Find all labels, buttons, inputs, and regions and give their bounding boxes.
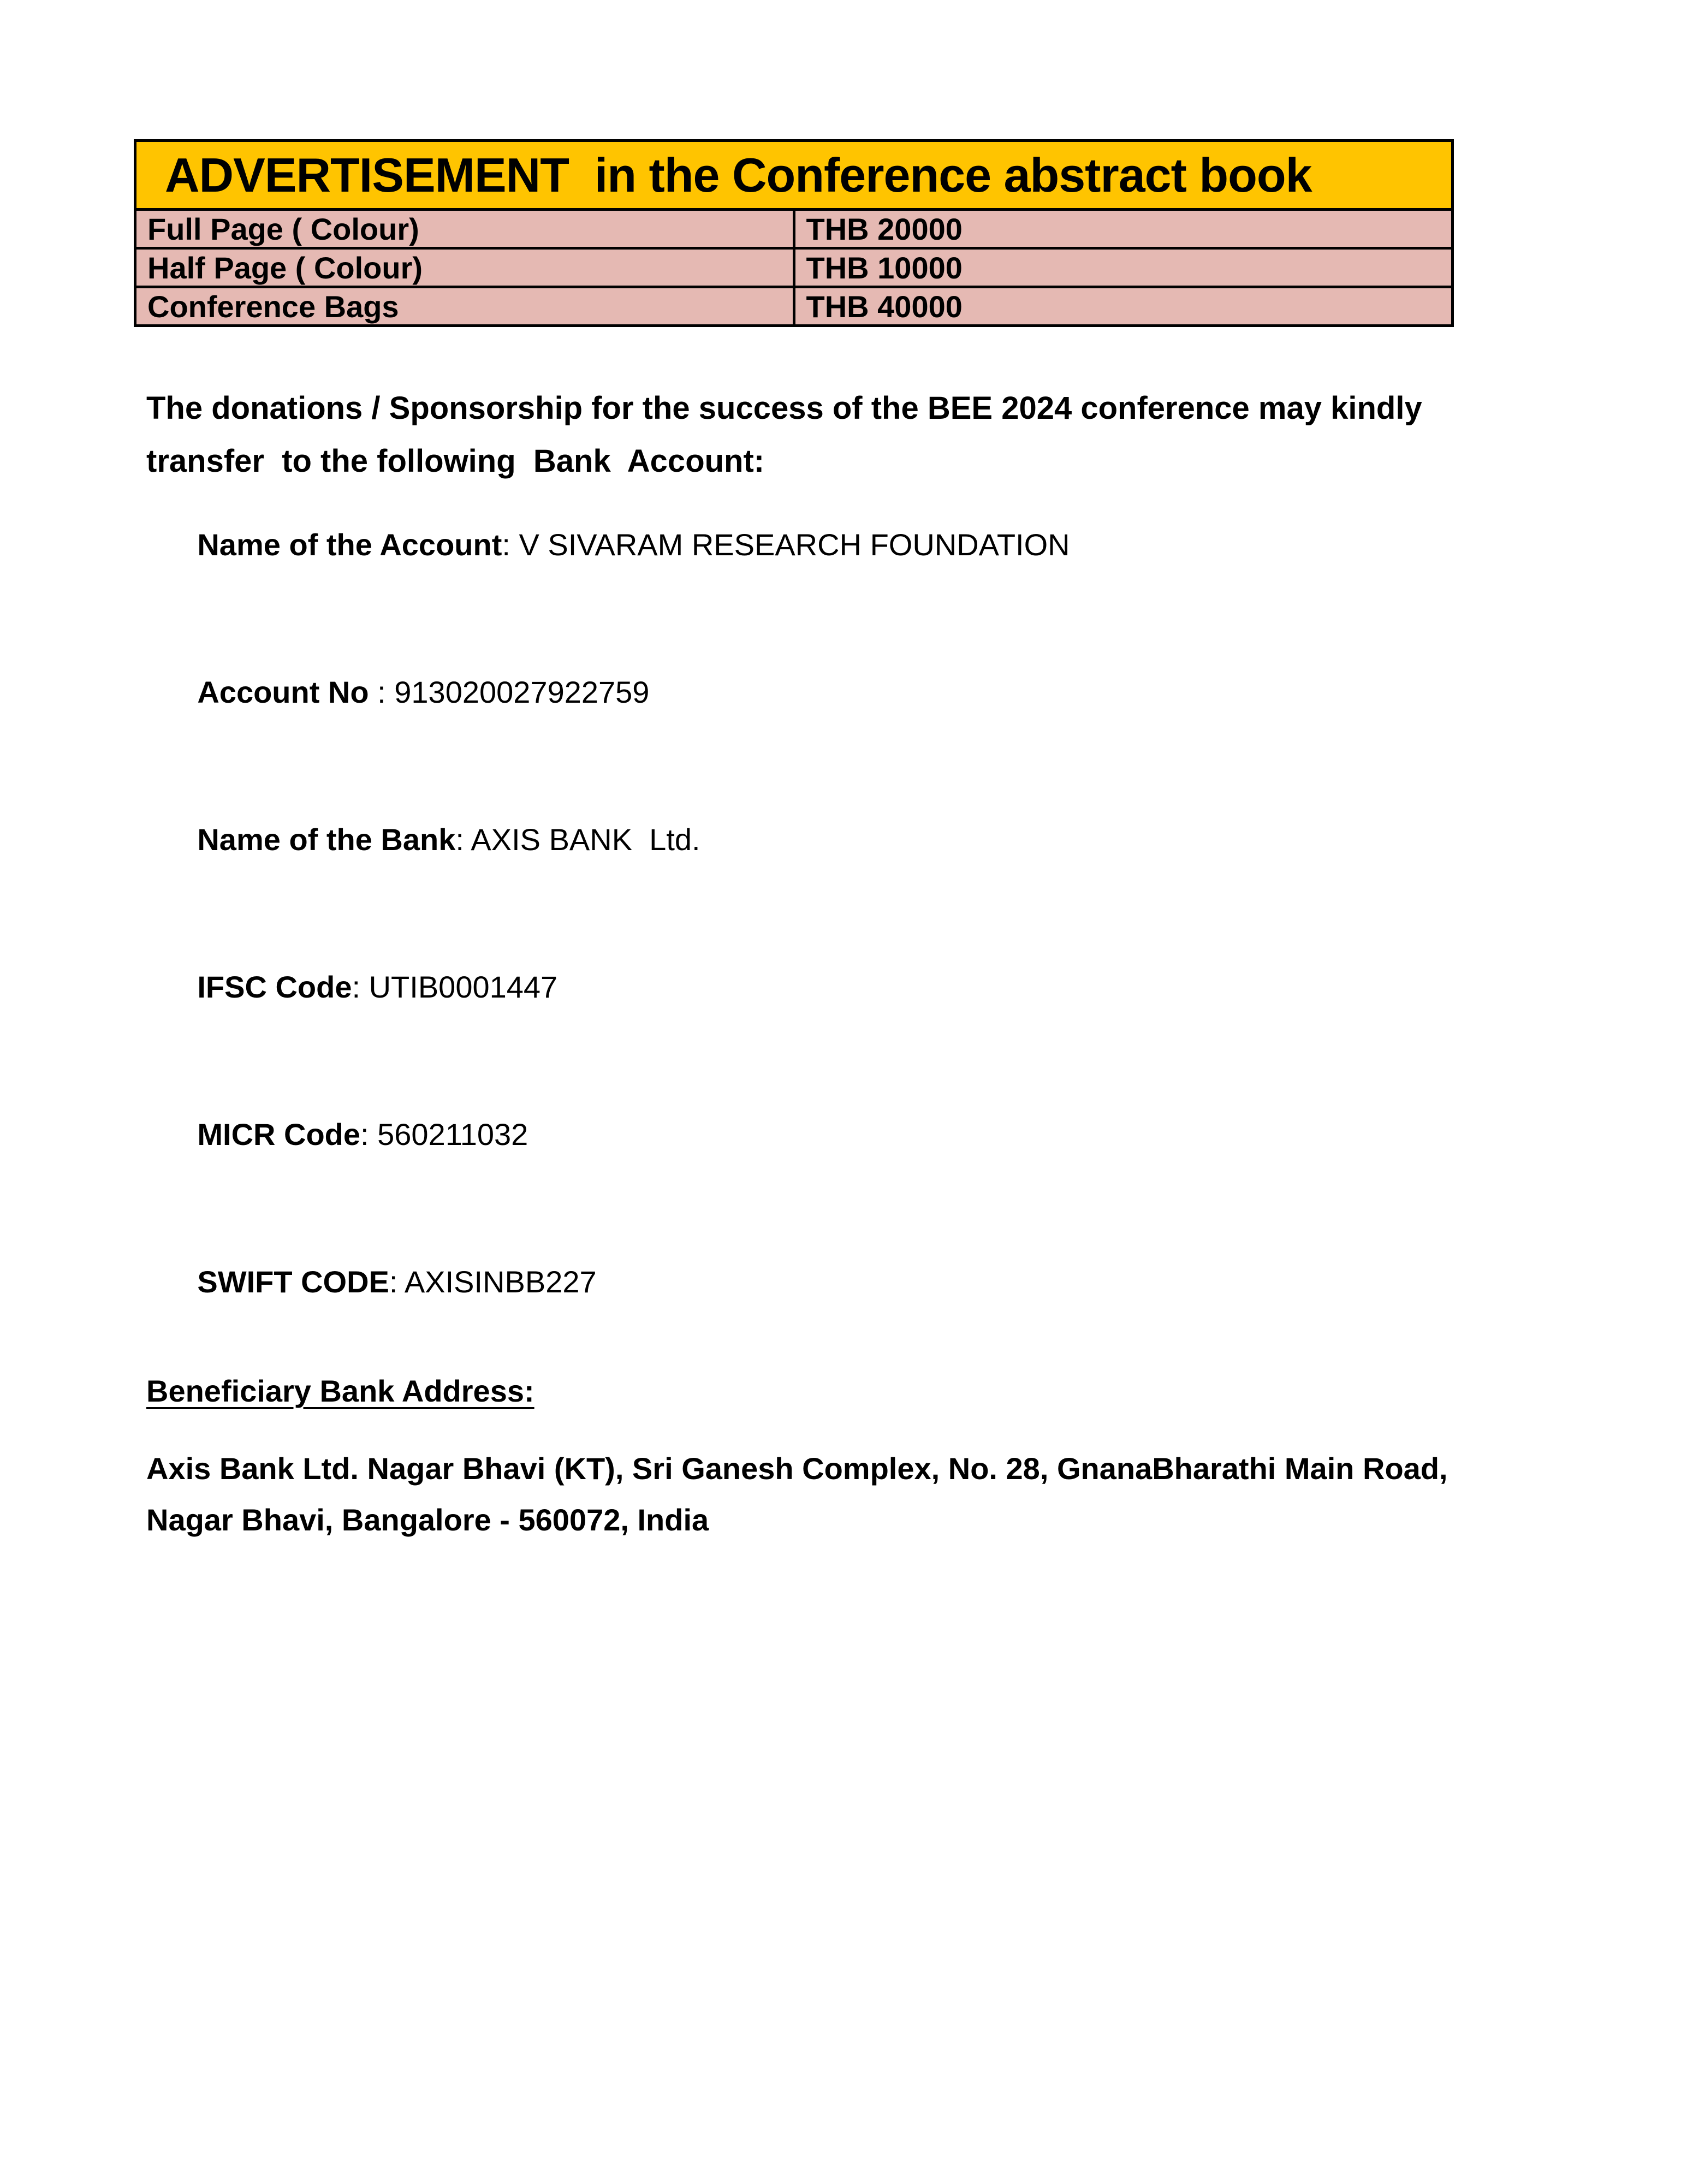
bank-detail-ifsc-code	[146, 930, 1564, 1044]
bank-name-label: Name of the Bank	[197, 822, 456, 857]
ifsc-code-label: IFSC Code	[197, 970, 352, 1004]
table-row	[135, 287, 1453, 326]
table-header-row	[135, 141, 1453, 210]
row-item-full-page: Full Page ( Colour)	[135, 210, 794, 248]
donation-intro-paragraph: The donations / Sponsorship for the success of the BEE 2024 conference may kindly transfer to the following Bank Account:	[146, 390, 1431, 479]
bank-detail-micr-code	[146, 1077, 1564, 1192]
separator: :	[369, 675, 395, 709]
swift-code-value: AXISINBB227	[404, 1265, 597, 1299]
micr-code-value: 560211032	[377, 1117, 528, 1152]
bank-detail-bank-name	[146, 782, 1564, 897]
separator: :	[360, 1117, 378, 1152]
separator: :	[352, 970, 369, 1004]
swift-code-label: SWIFT CODE	[197, 1265, 389, 1299]
separator: :	[455, 822, 471, 857]
row-item-half-page: Half Page ( Colour)	[135, 248, 794, 287]
advertisement-title: ADVERTISEMENT in the Conference abstract book	[135, 141, 1453, 210]
row-price-conference-bags: THB 40000	[794, 287, 1453, 326]
beneficiary-bank-address-heading: Beneficiary Bank Address:	[146, 1374, 534, 1408]
separator: :	[502, 527, 519, 562]
advertisement-pricing-table	[134, 139, 1454, 327]
micr-code-label: MICR Code	[197, 1117, 361, 1152]
row-price-full-page: THB 20000	[794, 210, 1453, 248]
document-content	[134, 139, 1564, 1546]
beneficiary-bank-address-text: Axis Bank Ltd. Nagar Bhavi (KT), Sri Ganesh Complex, No. 28, GnanaBharathi Main Road, Nagar Bhavi, Bangalore - 560072, India	[146, 1451, 1457, 1537]
bank-detail-account-number	[146, 635, 1564, 750]
separator: :	[389, 1265, 405, 1299]
account-number-label: Account No	[197, 675, 369, 709]
bank-detail-swift-code	[146, 1225, 1564, 1339]
ifsc-code-value: UTIB0001447	[369, 970, 558, 1004]
row-item-conference-bags: Conference Bags	[135, 287, 794, 326]
account-name-label: Name of the Account	[197, 527, 502, 562]
account-name-value: V SIVARAM RESEARCH FOUNDATION	[519, 527, 1070, 562]
row-price-half-page: THB 10000	[794, 248, 1453, 287]
bank-name-value: AXIS BANK Ltd.	[471, 822, 700, 857]
bank-detail-account-name	[146, 488, 1564, 602]
table-row	[135, 210, 1453, 248]
account-number-value: 913020027922759	[394, 675, 650, 709]
table-row	[135, 248, 1453, 287]
